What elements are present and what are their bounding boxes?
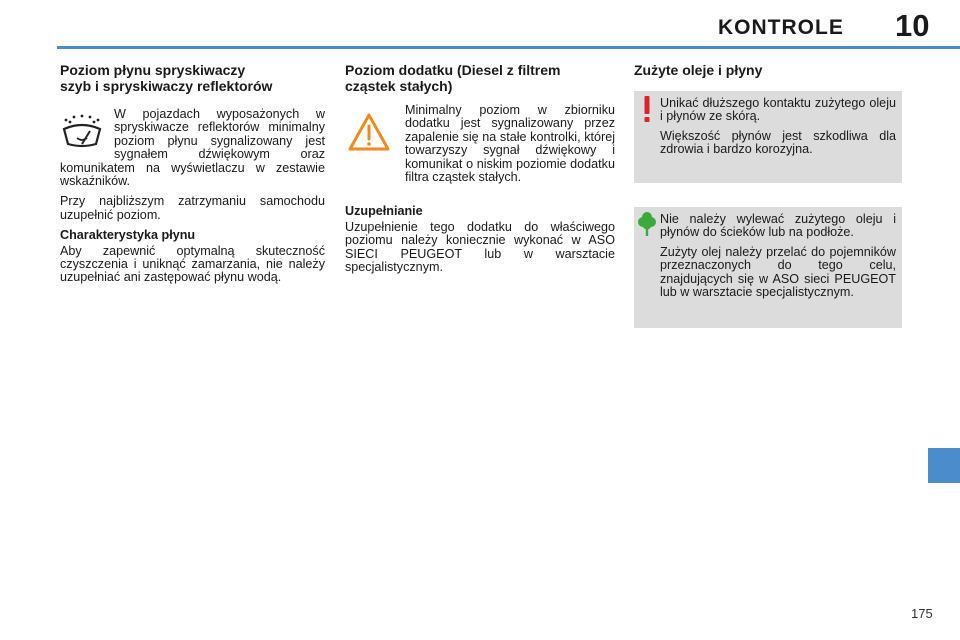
washer-fluid-paragraph-1: W pojazdach wyposażonych w spryskiwacze reflektorów minimalny poziom płynu sygnalizowany jest sygnałem dźwiękowym oraz komunikatem na wyświetlaczu w zestawie wskaźników.: [60, 107, 325, 189]
fluid-characteristics-subheading: Charakterystyka płynu: [60, 228, 196, 243]
washer-fluid-heading: Poziom płynu spryskiwaczy szyb i spryskiwaczy reflektorów: [60, 62, 273, 94]
washer-fluid-paragraph-2: Przy najbliższym zatrzymaniu samochodu uzupełnić poziom.: [60, 194, 325, 222]
warning-triangle-icon: [347, 112, 391, 155]
eco-tree-icon: [638, 211, 656, 242]
chapter-side-tab: [928, 448, 960, 483]
eco-note-paragraph-1: Nie należy wylewać zużytego oleju i płynów do ścieków lub na podłoże.: [660, 212, 896, 240]
eco-note-box: [634, 207, 902, 328]
warning-note-paragraph-1: Unikać dłuższego kontaktu zużytego oleju i płynów ze skórą.: [660, 96, 896, 124]
washer-fluid-warning-icon: [60, 114, 104, 153]
washer-fluid-section: [60, 62, 325, 292]
eco-note-paragraph-2: Zużyty olej należy przelać do pojemników przeznaczonych do tego celu, znajdujących się w ASO sieci PEUGEOT lub w warsztacie specjalistycznym.: [660, 244, 896, 300]
warning-note-paragraph-2: Większość płynów jest szkodliwa dla zdrowia i bardzo korozyjna.: [660, 128, 896, 157]
refilling-subheading: Uzupełnianie: [345, 204, 423, 219]
page-number: 175: [911, 606, 933, 621]
used-oils-section: [634, 62, 904, 78]
chapter-number: 10: [895, 8, 930, 43]
warning-note-box: [634, 91, 902, 183]
additive-level-section: [345, 62, 615, 281]
additive-level-heading: Poziom dodatku (Diesel z filtrem cząstek stałych): [345, 62, 561, 94]
washer-fluid-paragraph-3: Aby zapewnić optymalną skuteczność czyszczenia i uniknąć zamarzania, nie należy uzupełniać ani zastępować płynu wodą.: [60, 243, 325, 285]
chapter-title: KONTROLE: [718, 16, 844, 39]
additive-level-paragraph-1: Minimalny poziom w zbiorniku dodatku jest sygnalizowany przez zapalenie się na stałe kontrolki, której towarzyszy sygnał dźwiękowy i komunikat o niskim poziomie dodatku filtra cząstek stałych.: [405, 103, 615, 185]
header-rule: [57, 46, 960, 49]
additive-level-paragraph-2: Uzupełnienie tego dodatku do właściwego poziomu należy koniecznie wykonać w ASO SIECI PEUGEOT lub w warsztacie specjalistycznym.: [345, 219, 615, 275]
used-oils-heading: Zużyte oleje i płyny: [634, 62, 763, 78]
exclamation-icon: [642, 95, 652, 128]
